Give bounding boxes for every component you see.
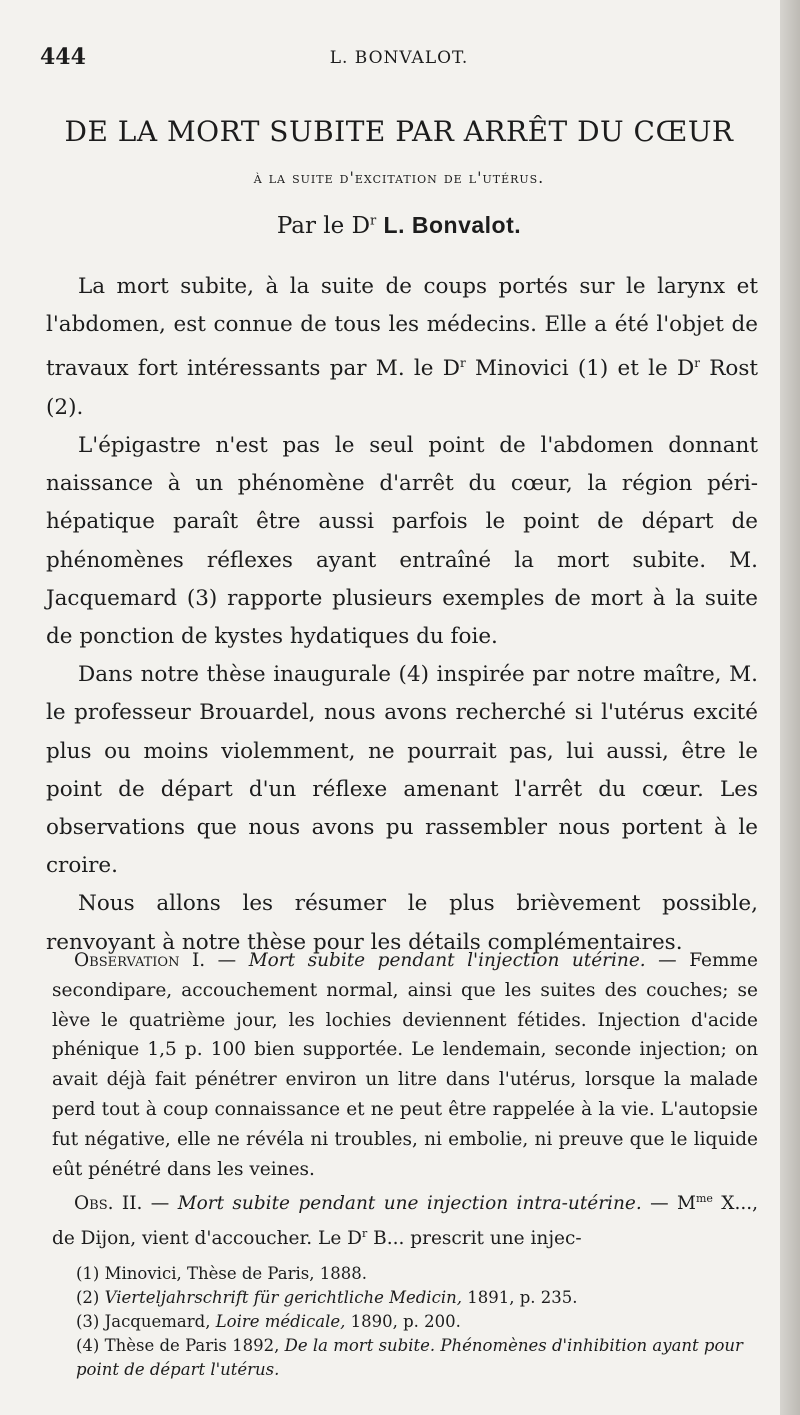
observation-1 [52, 946, 758, 1184]
footnote-2 [48, 1286, 760, 1310]
footnote-4 [48, 1334, 760, 1382]
running-head: L. BONVALOT. [329, 48, 469, 68]
obs1-title: Mort subite pendant l'injection utérine. [248, 950, 646, 971]
fn2-title: Vierteljahrschrift für gerichtliche Medicin, [104, 1288, 462, 1307]
fn3-num: (3) Jacquemard, [76, 1312, 216, 1331]
article-title: DE LA MORT SUBITE PAR ARRÊT DU CŒUR [64, 115, 734, 148]
footnote-3 [48, 1310, 760, 1334]
p1-text-b: Minovici (1) et le D [465, 356, 695, 382]
obs1-sep: — [205, 950, 249, 971]
obs1-text: — Femme secondipare, accouchement normal, ainsi que les suites des couches; se lève le quatrième jour, les lochies deviennent fétides. Injection d'acide phénique 1,5 p. 100 bien supportée. Le lendemain, seconde injection; on avait déjà fait pénétrer environ un litre dans l'utérus, lorsque la malade perd tout à coup connaissance et ne peut être rappelée à la vie. L'autopsie fut négative, elle ne révéla ni troubles, ni embolie, ni preuve que le liquide eût pénétré dans les veines. [52, 950, 758, 1180]
fn2-num: (2) [76, 1288, 105, 1307]
obs2-sep: — [142, 1193, 178, 1215]
p1-text-a: La mort subite, à la suite de coups portés sur le larynx et l'abdomen, est connue de tous les médecins. Elle a été l'objet de travaux fort intéressants par M. le D [46, 274, 758, 382]
paragraph-1 [46, 268, 758, 427]
page-edge [780, 0, 800, 1415]
p1-sup-1: r [459, 356, 466, 371]
obs2-sup-2: r [362, 1227, 368, 1241]
p1-sup-2: r [694, 356, 700, 371]
footnotes [48, 1262, 760, 1382]
fn3-rest: 1890, p. 200. [345, 1312, 461, 1331]
article-body [46, 268, 758, 962]
paragraph-3: Dans notre thèse inaugurale (4) inspirée par notre maître, M. le professeur Brouardel, nous avons recherché si l'utérus excité plus ou moins violemment, ne pourrait pas, lui aussi, être le point de départ d'un réflexe amenant l'arrêt du cœur. Les observations que nous avons pu rassembler nous portent à le croire. [46, 662, 758, 879]
paragraph-4: Nous allons les résumer le plus brièvement possible, renvoyant à notre thèse pour les détails complémentaires. [46, 891, 758, 955]
byline-prefix: Par le D [276, 213, 371, 239]
obs2-label: Obs. II. [74, 1193, 143, 1215]
paragraph-2: L'épigastre n'est pas le seul point de l'abdomen donnant naissance à un phénomène d'arrêt du cœur, la région péri-hépatique paraît être aussi parfois le point de départ de phénomènes réflexes ayant entraîné la mort subite. M. Jacquemard (3) rapporte plusieurs exemples de mort à la suite de ponction de kystes hydatiques du foie. [46, 432, 758, 649]
fn4-title: De la mort subite. Phénomènes d'inhibition ayant pour point de départ l'utérus. [76, 1336, 743, 1379]
article-subtitle: à la suite d'excitation de l'utérus. [253, 168, 545, 187]
obs2-text-b: B... prescrit une injec- [367, 1228, 582, 1250]
obs2-text-a: X..., de Dijon, vient d'accoucher. Le D [52, 1193, 758, 1250]
obs2-title: Mort subite pendant une injection intra-utérine. [177, 1193, 642, 1215]
obs2-sup-1: me [695, 1192, 713, 1206]
author-name: L. Bonvalot. [383, 212, 522, 238]
obs1-label: Observation I. [74, 950, 206, 971]
obs2-sep2: — M [641, 1193, 696, 1215]
page-number: 444 [40, 44, 86, 70]
observation-2 [52, 1184, 758, 1254]
page-header [40, 44, 758, 74]
fn3-title: Loire médicale, [215, 1312, 346, 1331]
byline-sup: r [370, 213, 377, 229]
fn2-rest: 1891, p. 235. [461, 1288, 578, 1307]
observations [52, 946, 758, 1254]
author-byline [40, 212, 758, 239]
fn4-num: (4) Thèse de Paris 1892, [76, 1336, 285, 1355]
footnote-1: (1) Minovici, Thèse de Paris, 1888. [76, 1264, 367, 1283]
p1-text-c: Rost (2). [46, 356, 758, 420]
